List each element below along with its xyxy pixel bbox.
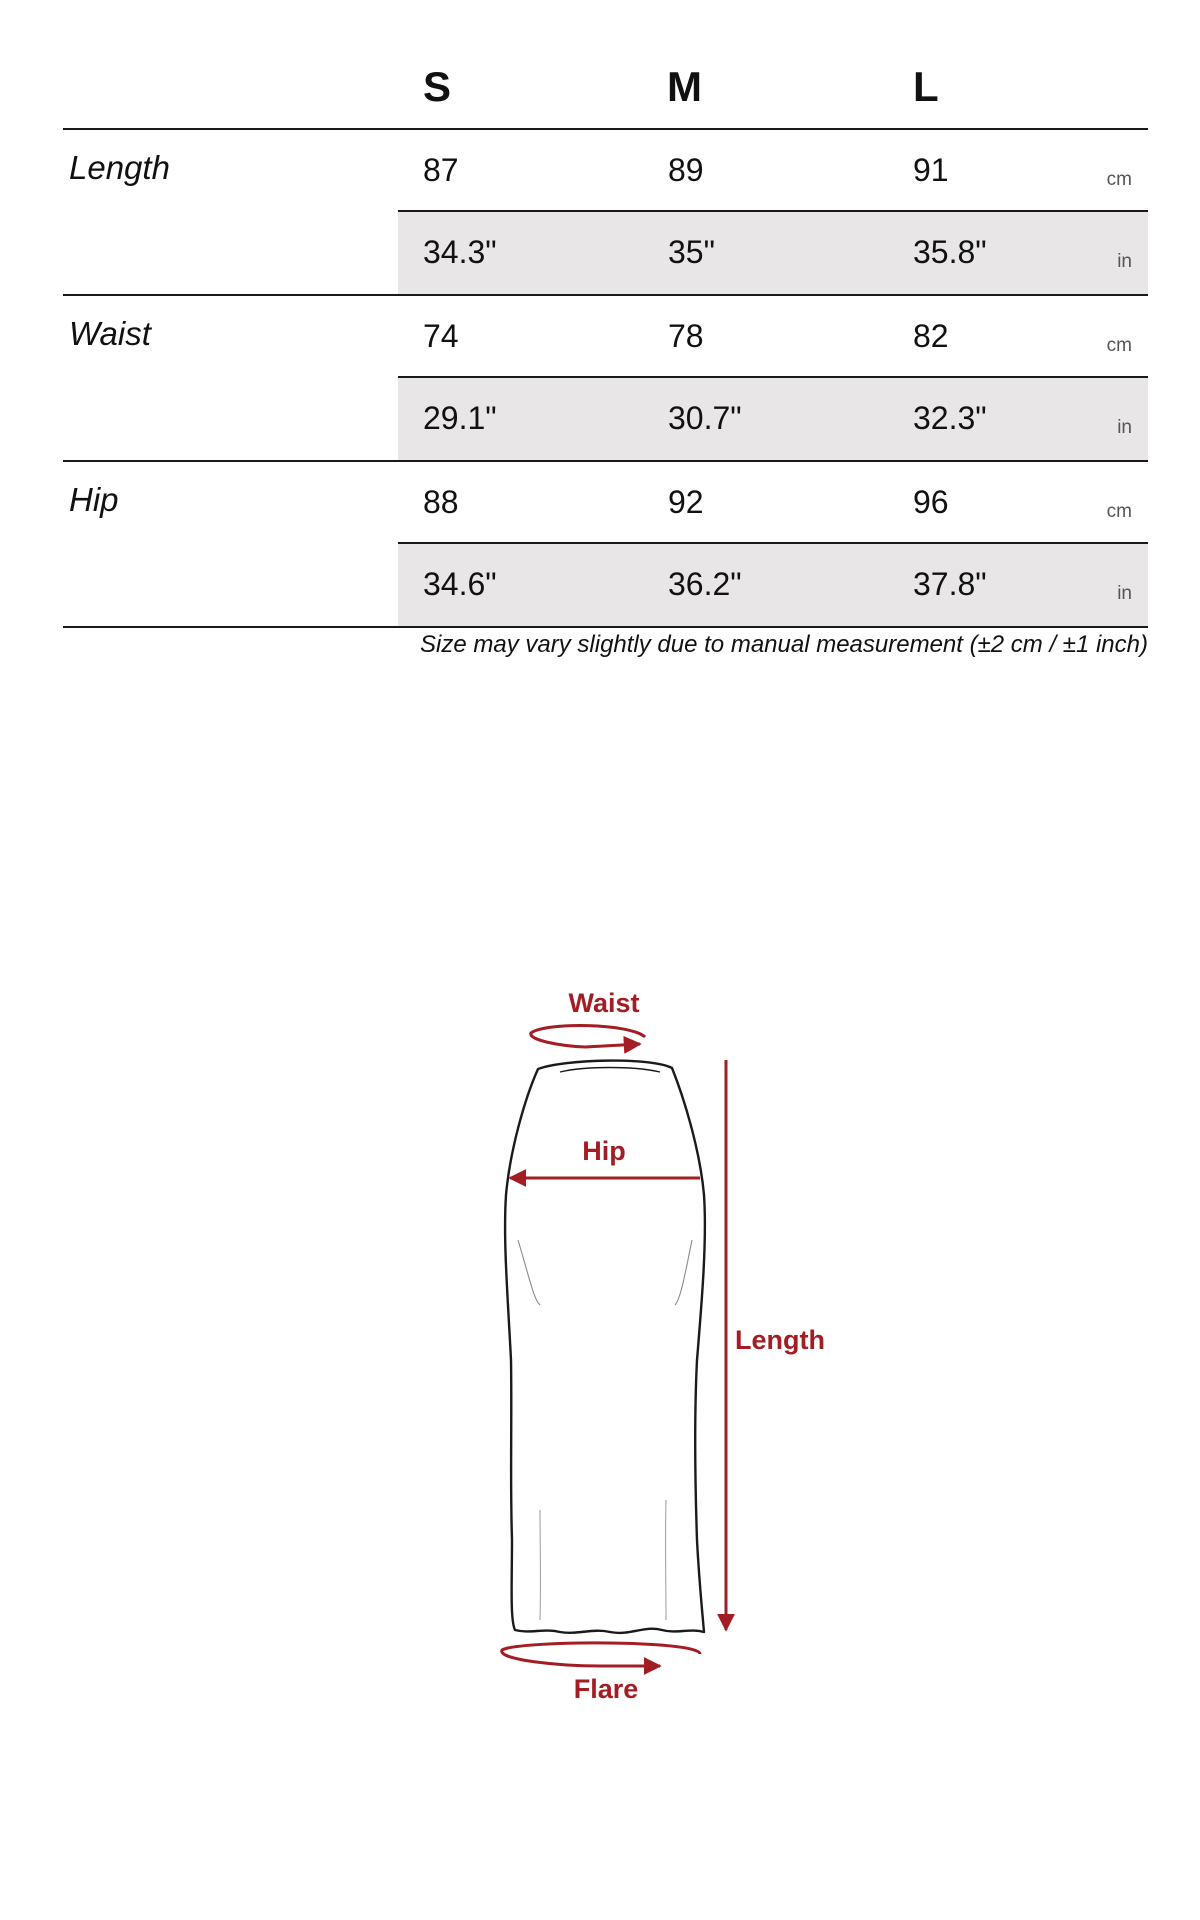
measurement-label: Waist [69,315,151,352]
value-cell: 89 [668,152,704,188]
unit-label-in: in [1117,251,1132,272]
skirt-diagram-svg [0,980,1200,1740]
value-cell: 91 [913,152,949,188]
size-chart-table [63,40,1148,628]
cm-row [398,130,1148,212]
value-cell: 87 [423,152,459,188]
measurement-group-hip [63,462,1148,628]
value-cell: 34.3" [423,234,497,270]
size-header-l: L [913,63,939,110]
value-cell: 35.8" [913,234,987,270]
diagram-label-hip: Hip [582,1136,626,1166]
inch-row [398,378,1148,460]
value-cell: 32.3" [913,400,987,436]
value-cell: 74 [423,318,459,354]
size-header-row [63,40,1148,130]
measurement-group-length [63,130,1148,296]
measurement-note: Size may vary slightly due to manual measurement (±2 cm / ±1 inch) [420,631,1148,658]
measurement-group-waist [63,296,1148,462]
cm-row [398,296,1148,378]
measurement-diagram [0,980,1200,1740]
cm-row [398,462,1148,544]
value-cell: 34.6" [423,566,497,602]
value-cell: 82 [913,318,949,354]
unit-label-cm: cm [1106,501,1132,522]
value-cell: 30.7" [668,400,742,436]
value-cell: 36.2" [668,566,742,602]
measurement-label: Length [69,149,170,186]
value-cell: 78 [668,318,704,354]
inch-row [398,212,1148,294]
unit-label-in: in [1117,583,1132,604]
value-cell: 29.1" [423,400,497,436]
unit-label-cm: cm [1106,335,1132,356]
flare-arrow-icon [502,1643,700,1666]
inch-row [398,544,1148,626]
value-cell: 37.8" [913,566,987,602]
diagram-label-waist: Waist [568,988,640,1018]
waist-arrow-icon [531,1026,645,1047]
size-header-s: S [423,63,452,110]
value-cell: 96 [913,484,949,520]
value-cell: 88 [423,484,459,520]
value-cell: 35" [668,234,715,270]
size-header-m: M [667,63,702,110]
measurement-label: Hip [69,481,119,518]
diagram-label-flare: Flare [573,1674,639,1704]
unit-label-cm: cm [1106,169,1132,190]
value-cell: 92 [668,484,704,520]
diagram-label-length: Length [735,1325,825,1355]
unit-label-in: in [1117,417,1132,438]
